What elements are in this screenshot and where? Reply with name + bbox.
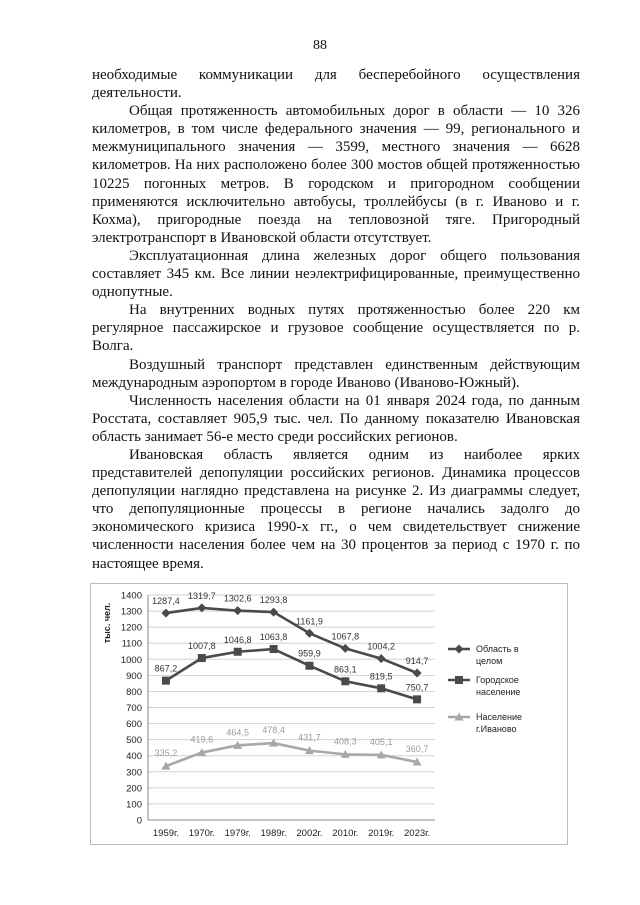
- data-label: 1287,4: [152, 596, 180, 607]
- data-label: 431,7: [298, 732, 321, 743]
- data-point: [234, 648, 242, 656]
- y-axis-title: тыс. чел.: [102, 602, 112, 644]
- y-tick-label: 500: [126, 735, 142, 747]
- data-label: 478,4: [262, 725, 285, 736]
- paragraph: Эксплуатационная длина железных дорог общего пользования составляет 345 км. Все линии неэлектрифицированные, преимущественно однопутные.: [92, 247, 580, 301]
- data-label: 1004,2: [367, 641, 395, 652]
- data-label: 360,7: [405, 744, 429, 755]
- x-tick-label: 2010г.: [332, 828, 359, 839]
- y-tick-label: 1200: [120, 622, 142, 634]
- y-tick-label: 200: [126, 783, 142, 795]
- legend-label: население: [476, 687, 521, 697]
- y-tick-label: 1000: [120, 654, 142, 666]
- paragraph: Численность населения области на 01 января 2024 года, по данным Росстата, составляет 905,9 тыс. чел. По данному показателю Ивановская область занимает 56-е место среди российских регионов.: [92, 392, 580, 445]
- legend-label: целом: [476, 656, 503, 666]
- data-label: 867,2: [154, 663, 178, 674]
- data-label: 1319,7: [188, 590, 216, 601]
- data-point: [305, 662, 313, 670]
- data-label: 1046,8: [223, 634, 252, 645]
- data-point: [162, 677, 170, 685]
- data-label: 1161,9: [296, 616, 323, 627]
- y-tick-label: 1300: [120, 606, 142, 618]
- y-tick-label: 100: [126, 799, 142, 811]
- data-label: 419,6: [190, 734, 214, 745]
- legend-label: Население: [476, 712, 522, 722]
- paragraph: Воздушный транспорт представлен единственным действующим международным аэропортом в городе Иваново (Иваново-Южный).: [92, 356, 580, 391]
- legend-marker: [455, 676, 463, 684]
- y-tick-label: 1400: [120, 590, 142, 602]
- paragraph: На внутренних водных путях протяженностью более 220 км регулярное пассажирское и грузовое сообщение осуществляется по р. Волга.: [92, 302, 580, 355]
- data-point: [198, 654, 206, 662]
- data-label: 1067,8: [331, 631, 360, 642]
- data-point: [270, 645, 278, 653]
- data-label: 959,9: [298, 648, 321, 659]
- data-point: [341, 677, 349, 685]
- data-label: 405,1: [369, 736, 393, 747]
- paragraph: необходимые коммуникации для бесперебойного осуществления деятельности.: [92, 67, 580, 102]
- x-tick-label: 1970г.: [188, 828, 215, 839]
- y-tick-label: 0: [136, 815, 142, 827]
- data-label: 819,5: [369, 671, 393, 682]
- data-point: [377, 684, 385, 692]
- x-tick-label: 2002г.: [296, 828, 323, 839]
- data-label: 1302,6: [223, 593, 252, 604]
- legend-label: Область в: [476, 644, 519, 654]
- x-tick-label: 1979г.: [224, 828, 251, 839]
- data-label: 863,1: [334, 664, 357, 675]
- y-tick-label: 600: [126, 719, 142, 731]
- data-label: 464,5: [226, 727, 249, 738]
- legend-label: г.Иваново: [476, 724, 517, 734]
- y-tick-label: 1100: [121, 638, 142, 650]
- data-label: 1063,8: [259, 632, 288, 643]
- data-label: 750,7: [405, 682, 429, 693]
- body-text: [92, 66, 580, 573]
- paragraph: Ивановская область является одним из наиболее ярких представителей депопуляции российских регионов. Динамика процессов депопуляции наглядно представлена на рисунке 2. Из диаграммы следует, что депопуляционные процессы в регионе начались задолго до экономического кризиса 1990-х гг., о чем свидетельствует снижение численности населения более чем на 30 процентов за период с 1970 г. по настоящее время.: [92, 446, 580, 572]
- data-label: 408,3: [334, 736, 357, 747]
- y-tick-label: 900: [126, 670, 142, 682]
- x-tick-label: 1989г.: [260, 828, 287, 839]
- x-tick-label: 1959г.: [152, 828, 179, 839]
- y-tick-label: 800: [126, 686, 142, 698]
- y-tick-label: 300: [126, 767, 142, 779]
- legend-label: Городское: [476, 675, 519, 685]
- y-tick-label: 400: [126, 751, 142, 763]
- data-point: [413, 695, 421, 703]
- page-number: 88: [313, 38, 327, 53]
- x-tick-label: 2023г.: [404, 828, 431, 839]
- x-tick-label: 2019г.: [368, 828, 395, 839]
- paragraph: Общая протяженность автомобильных дорог в области — 10 326 километров, в том числе федерального значения — 99, регионального и межмуниципального значения — 3599, местного значения — 6628 километров. На них расположено более 300 мостов общей протяженностью 10225 погонных метров. В городском и пригородном сообщении применяются исключительно автобусы, троллейбусы (в г. Иваново и г. Кохма), пригородные поезда на тепловозной тяге. Пригородный электротранспорт в Ивановской области отсутствует.: [92, 103, 580, 246]
- y-tick-label: 700: [126, 703, 142, 714]
- data-label: 914,7: [405, 655, 429, 666]
- data-label: 1007,8: [188, 641, 216, 652]
- population-chart: [90, 583, 568, 845]
- data-label: 335,2: [154, 748, 178, 759]
- data-label: 1293,8: [259, 595, 288, 606]
